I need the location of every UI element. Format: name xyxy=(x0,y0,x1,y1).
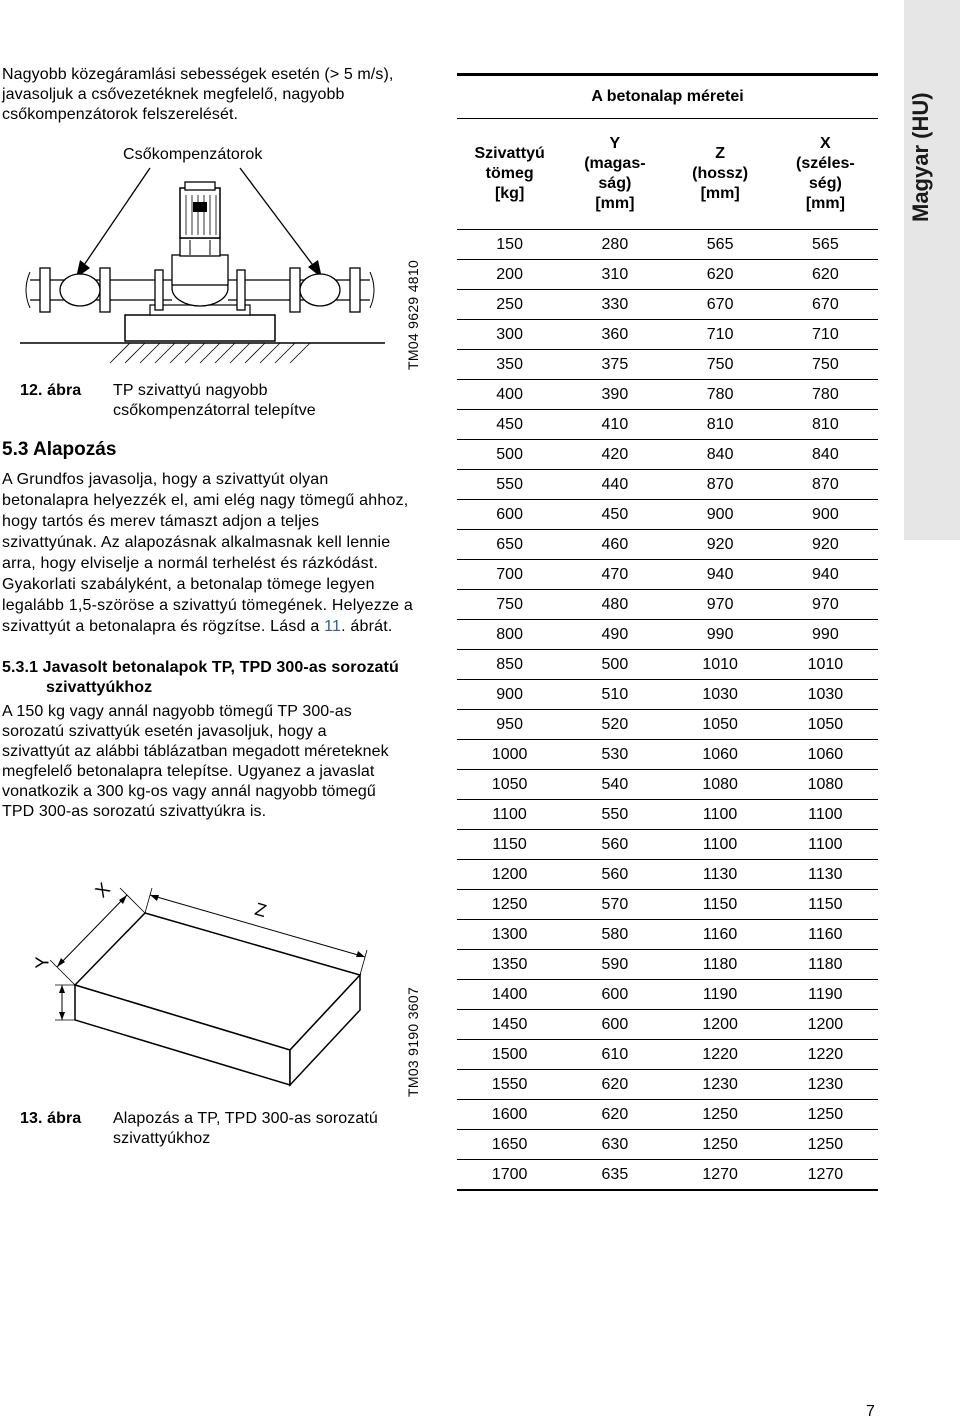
figure13-label-x: X xyxy=(91,878,114,902)
cell-length: 1080 xyxy=(702,775,738,793)
table-row xyxy=(457,350,878,380)
cell-length: 840 xyxy=(706,445,734,463)
cell-height: 390 xyxy=(601,385,629,403)
figure13-caption: Alapozás a TP, TPD 300-as sorozatú szivattyúkhoz xyxy=(113,1110,378,1147)
table-row xyxy=(457,1160,878,1191)
cell-height: 630 xyxy=(601,1135,629,1153)
cell-height: 450 xyxy=(601,505,629,523)
cell-weight: 1650 xyxy=(491,1135,528,1153)
table-row xyxy=(457,650,878,680)
cell-height: 570 xyxy=(601,895,629,913)
cell-weight: 650 xyxy=(496,535,523,553)
cell-weight: 550 xyxy=(496,475,523,493)
table-row xyxy=(457,1070,878,1100)
cell-length: 1030 xyxy=(702,685,738,703)
figure13-foundation-drawing xyxy=(30,875,380,1105)
cell-length: 1100 xyxy=(702,805,738,823)
cell-width: 1270 xyxy=(807,1165,844,1183)
cell-width: 870 xyxy=(812,475,839,493)
cell-weight: 450 xyxy=(496,415,523,433)
cell-length: 565 xyxy=(706,235,734,253)
figure13-label-y: Y xyxy=(32,956,53,969)
table-row xyxy=(457,230,878,260)
cell-length: 1150 xyxy=(702,895,738,913)
cell-length: 1060 xyxy=(702,745,738,763)
cell-length: 970 xyxy=(706,595,734,613)
cell-height: 500 xyxy=(601,655,629,673)
table-body xyxy=(457,230,878,1191)
cell-width: 670 xyxy=(812,295,839,313)
cell-length: 750 xyxy=(706,355,734,373)
cell-height: 540 xyxy=(601,775,629,793)
cell-width: 840 xyxy=(812,445,839,463)
cell-length: 1190 xyxy=(702,985,738,1003)
table-row xyxy=(457,410,878,440)
cell-width: 810 xyxy=(812,415,839,433)
table-caption: A betonalap méretei xyxy=(457,76,878,119)
cell-weight: 950 xyxy=(496,715,523,733)
cell-length: 620 xyxy=(706,265,734,283)
cell-height: 510 xyxy=(601,685,629,703)
cell-width: 990 xyxy=(812,625,839,643)
cell-length: 670 xyxy=(706,295,734,313)
cell-width: 1100 xyxy=(808,835,843,853)
table-row xyxy=(457,770,878,800)
table-row xyxy=(457,590,878,620)
cell-height: 620 xyxy=(601,1105,629,1123)
cell-width: 1220 xyxy=(807,1045,844,1063)
cell-height: 635 xyxy=(601,1165,629,1183)
cell-width: 1190 xyxy=(808,985,843,1003)
cell-weight: 1200 xyxy=(491,865,528,883)
cell-length: 1200 xyxy=(702,1015,738,1033)
cell-length: 900 xyxy=(706,505,734,523)
table-row xyxy=(457,380,878,410)
cell-length: 870 xyxy=(706,475,734,493)
table-header-row xyxy=(457,119,878,230)
cell-length: 810 xyxy=(706,415,734,433)
cell-width: 920 xyxy=(812,535,839,553)
cell-length: 940 xyxy=(706,565,734,583)
table-row xyxy=(457,920,878,950)
table-row xyxy=(457,1010,878,1040)
cell-length: 1220 xyxy=(702,1045,738,1063)
table-row xyxy=(457,1100,878,1130)
header-pump-weight: Szivattyú tömeg [kg] xyxy=(474,145,545,202)
cell-weight: 200 xyxy=(496,265,523,283)
cell-height: 590 xyxy=(601,955,629,973)
cell-length: 1250 xyxy=(702,1105,738,1123)
cell-width: 1150 xyxy=(808,895,843,913)
header-width-x: X (széles- ség) [mm] xyxy=(796,135,855,212)
table-row xyxy=(457,980,878,1010)
cell-width: 710 xyxy=(812,325,839,343)
cell-weight: 1150 xyxy=(492,835,527,853)
table-row xyxy=(457,440,878,470)
cell-height: 310 xyxy=(601,265,629,283)
cell-weight: 1100 xyxy=(492,805,527,823)
cell-weight: 1250 xyxy=(491,895,528,913)
cell-weight: 1400 xyxy=(491,985,528,1003)
section-5-3-1-body: A 150 kg vagy annál nagyobb tömegű TP 300-as sorozatú szivattyúk esetén javasoljuk, hogy a szivattyút az alábbi táblázatban megadott méreteknek megfelelő betonalapra telepítse. Ugyanez a javaslat vonatkozik a 300 kg-os vagy annál nagyobb tömegű TPD 300-as sorozatú szivattyúkra is. xyxy=(2,703,389,820)
cell-width: 1160 xyxy=(808,925,843,943)
table-row xyxy=(457,710,878,740)
cell-length: 1010 xyxy=(702,655,738,673)
cell-height: 375 xyxy=(601,355,629,373)
cell-height: 560 xyxy=(601,865,629,883)
cell-width: 565 xyxy=(812,235,839,253)
table-row xyxy=(457,860,878,890)
cell-length: 1100 xyxy=(702,835,738,853)
cell-weight: 350 xyxy=(496,355,523,373)
foundation-dimensions-table xyxy=(457,73,878,1191)
table-row xyxy=(457,890,878,920)
cell-weight: 500 xyxy=(496,445,523,463)
cell-weight: 1350 xyxy=(491,955,528,973)
cell-height: 530 xyxy=(601,745,629,763)
cell-weight: 250 xyxy=(496,295,523,313)
cell-length: 1130 xyxy=(702,865,738,883)
cell-height: 330 xyxy=(601,295,629,313)
cell-length: 1180 xyxy=(702,955,738,973)
cell-height: 420 xyxy=(601,445,629,463)
table-row xyxy=(457,1040,878,1070)
figure12-callout: Csőkompenzátorok xyxy=(123,146,263,163)
cell-width: 750 xyxy=(812,355,839,373)
cell-length: 1050 xyxy=(702,715,738,733)
table-row xyxy=(457,560,878,590)
cell-height: 460 xyxy=(601,535,629,553)
cell-weight: 850 xyxy=(496,655,523,673)
cell-length: 990 xyxy=(706,625,734,643)
table-row xyxy=(457,260,878,290)
cell-width: 1130 xyxy=(808,865,843,883)
section-5-3-body-end: . ábrát. xyxy=(341,618,393,635)
figure12-code: TM04 9629 4810 xyxy=(405,259,421,370)
cell-length: 1230 xyxy=(702,1075,738,1093)
cell-height: 490 xyxy=(601,625,629,643)
cell-weight: 600 xyxy=(496,505,523,523)
section-5-3-heading: 5.3 Alapozás xyxy=(2,439,117,460)
cell-width: 900 xyxy=(812,505,839,523)
cell-weight: 700 xyxy=(496,565,523,583)
cell-width: 1100 xyxy=(808,805,843,823)
page-number: 7 xyxy=(866,1403,875,1420)
section-5-3-body-text: A Grundfos javasolja, hogy a szivattyút olyan betonalapra helyezzék el, ami elég nagy tömegű ahhoz, hogy tartós és merev támaszt adjon a teljes szivattyúnak. Az alapozásnak alkalmasnak kell lennie arra, hogy elviselje a normál terhelést és rázkódást. Gyakorlati szabályként, a betonalap tömege legyen legalább 1,5-szöröse a szivattyú tömegének. Helyezze a szivattyút a betonalapra és rögzítse. Lásd a xyxy=(2,471,414,635)
cell-width: 1050 xyxy=(807,715,844,733)
cell-width: 1200 xyxy=(807,1015,844,1033)
table-row xyxy=(457,830,878,860)
cell-width: 940 xyxy=(812,565,839,583)
table-row xyxy=(457,470,878,500)
table-row xyxy=(457,500,878,530)
cell-length: 780 xyxy=(706,385,734,403)
table-row xyxy=(457,740,878,770)
table-row xyxy=(457,290,878,320)
cell-width: 1030 xyxy=(807,685,844,703)
cell-weight: 900 xyxy=(496,685,523,703)
language-side-tab xyxy=(904,0,960,540)
cell-weight: 1000 xyxy=(491,745,528,763)
figure12-caption: TP szivattyú nagyobb csőkompenzátorral telepítve xyxy=(113,382,316,419)
figure13-code: TM03 9190 3607 xyxy=(405,986,421,1097)
cell-height: 360 xyxy=(601,325,629,343)
cell-height: 480 xyxy=(601,595,629,613)
cell-height: 600 xyxy=(601,1015,629,1033)
cell-weight: 800 xyxy=(496,625,523,643)
cell-width: 1250 xyxy=(807,1105,844,1123)
cell-weight: 1550 xyxy=(491,1075,528,1093)
cell-height: 440 xyxy=(601,475,629,493)
table-row xyxy=(457,950,878,980)
cell-height: 610 xyxy=(601,1045,629,1063)
cell-length: 1270 xyxy=(702,1165,738,1183)
table-row xyxy=(457,320,878,350)
figure-11-link[interactable]: 11 xyxy=(324,618,342,635)
cell-weight: 1600 xyxy=(491,1105,528,1123)
cell-height: 410 xyxy=(601,415,629,433)
figure12-number: 12. ábra xyxy=(20,382,82,399)
section-5-3-body xyxy=(2,469,414,637)
table-row xyxy=(457,680,878,710)
section-5-3-1-heading: 5.3.1 Javasolt betonalapok TP, TPD 300-as sorozatú szivattyúkhoz xyxy=(2,659,399,696)
language-tab-label: Magyar (HU) xyxy=(908,92,933,222)
table-row xyxy=(457,1130,878,1160)
cell-width: 1060 xyxy=(807,745,844,763)
cell-width: 1010 xyxy=(807,655,844,673)
figure12-pump-drawing xyxy=(0,160,400,375)
cell-height: 550 xyxy=(601,805,629,823)
cell-weight: 1700 xyxy=(491,1165,528,1183)
cell-height: 470 xyxy=(601,565,629,583)
figure13-label-z: Z xyxy=(252,898,269,922)
cell-height: 520 xyxy=(601,715,629,733)
table-row xyxy=(457,800,878,830)
header-height-y: Y (magas- ság) [mm] xyxy=(584,135,646,212)
intro-paragraph: Nagyobb közegáramlási sebességek esetén (> 5 m/s), javasoljuk a csővezetéknek megfelelő, nagyobb csőkompenzátorok felszerelését. xyxy=(2,66,394,123)
cell-height: 560 xyxy=(601,835,629,853)
cell-length: 1250 xyxy=(702,1135,738,1153)
cell-width: 1080 xyxy=(807,775,844,793)
cell-weight: 1050 xyxy=(491,775,528,793)
table-row xyxy=(457,620,878,650)
cell-width: 780 xyxy=(812,385,839,403)
cell-width: 620 xyxy=(812,265,839,283)
cell-length: 710 xyxy=(706,325,734,343)
cell-width: 1180 xyxy=(808,955,843,973)
table-row xyxy=(457,530,878,560)
header-length-z: Z (hossz) [mm] xyxy=(692,145,749,202)
cell-height: 620 xyxy=(601,1075,629,1093)
cell-width: 1230 xyxy=(807,1075,844,1093)
cell-weight: 750 xyxy=(496,595,523,613)
cell-height: 600 xyxy=(601,985,629,1003)
cell-weight: 400 xyxy=(496,385,523,403)
cell-height: 280 xyxy=(601,235,629,253)
cell-weight: 300 xyxy=(496,325,523,343)
cell-weight: 1500 xyxy=(491,1045,528,1063)
cell-length: 920 xyxy=(706,535,734,553)
figure13-number: 13. ábra xyxy=(20,1110,82,1127)
cell-length: 1160 xyxy=(702,925,738,943)
cell-width: 1250 xyxy=(807,1135,844,1153)
cell-width: 970 xyxy=(812,595,839,613)
cell-height: 580 xyxy=(601,925,629,943)
cell-weight: 1450 xyxy=(491,1015,528,1033)
cell-weight: 1300 xyxy=(491,925,528,943)
cell-weight: 150 xyxy=(496,235,523,253)
